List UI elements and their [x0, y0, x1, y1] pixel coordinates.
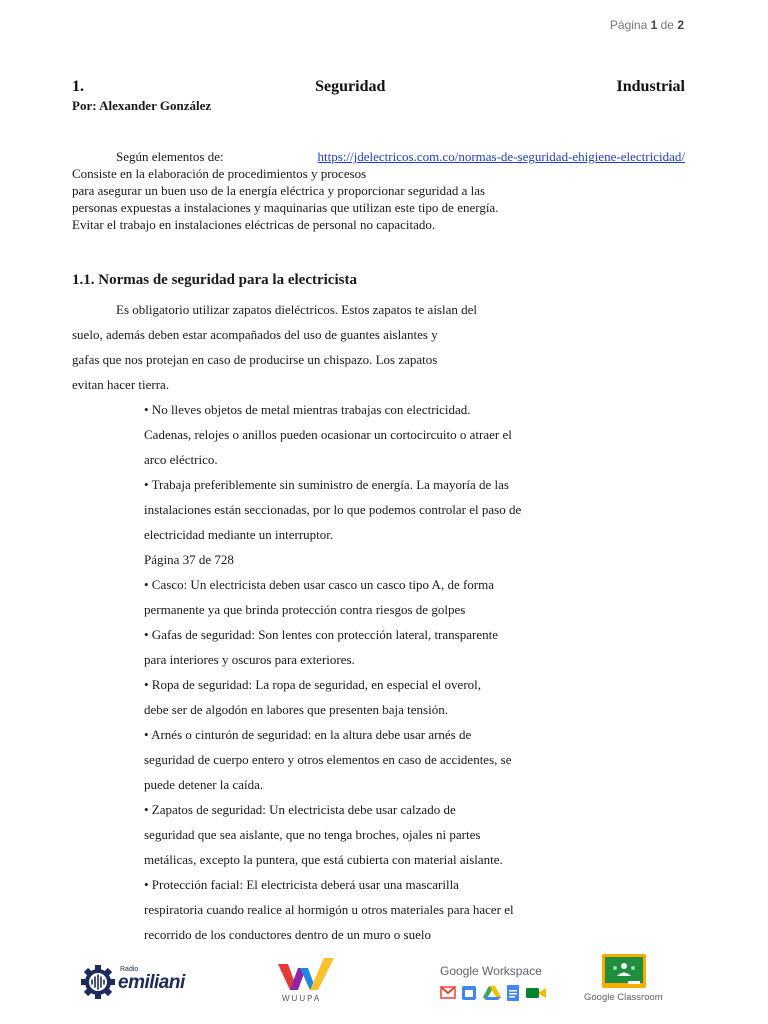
bullet-line: arco eléctrico. [144, 452, 218, 467]
page-indicator-middle: de [657, 18, 678, 32]
wuupa-logo [276, 956, 336, 1006]
paragraph-line: suelo, además deben estar acompañados del uso de guantes aislantes y [72, 327, 438, 342]
bullet-line: instalaciones están seccionadas, por lo que podemos controlar el paso de [144, 502, 522, 517]
radio-small-label: Radio [120, 966, 139, 973]
intro-first-line [72, 148, 685, 165]
calendar-icon [462, 986, 476, 1000]
bullet-line: • Protección facial: El electricista deberá usar una mascarilla [144, 877, 459, 892]
bullet-line: respiratoria cuando realice al hormigón u otros materiales para hacer el [144, 902, 514, 917]
document-title [72, 78, 685, 96]
google-workspace-logo [440, 964, 552, 1004]
bullet-line: metálicas, excepto la puntera, que está cubierta con material aislante. [144, 852, 503, 867]
section-paragraph [72, 297, 692, 397]
bullet-line: recorrido de los conductores dentro de un muro o suelo [144, 927, 432, 942]
intro-block [72, 148, 692, 233]
docs-icon [507, 985, 519, 1001]
radio-emiliani-logo [80, 964, 190, 1000]
wuupa-w-icon [276, 956, 336, 994]
footer-logos [0, 950, 768, 1010]
bullet-list [144, 397, 594, 947]
intro-line: Consiste en la elaboración de procedimientos y procesos [72, 166, 367, 181]
page-total: 2 [677, 18, 684, 32]
bullet-line: • Ropa de seguridad: La ropa de seguridad, en especial el overol, [144, 677, 482, 692]
google-workspace-label: Google Workspace [440, 964, 542, 978]
bullet-line: • Trabaja preferiblemente sin suministro de energía. La mayoría de las [144, 477, 509, 492]
paragraph-line: evitan hacer tierra. [72, 377, 170, 392]
page-current: 1 [650, 18, 658, 32]
intro-line: para asegurar un buen uso de la energía eléctrica y proporcionar seguridad a las [72, 183, 486, 198]
bullet-line: • Zapatos de seguridad: Un electricista debe usar calzado de [144, 802, 456, 817]
bullet-line: seguridad de cuerpo entero y otros elementos en caso de accidentes, se [144, 752, 512, 767]
bullet-line: Página 37 de 728 [144, 552, 234, 567]
page-indicator-prefix: Página [609, 18, 651, 32]
section-heading: 1.1. Normas de seguridad para la electricista [72, 272, 357, 288]
bullet-line: electricidad mediante un interruptor. [144, 527, 334, 542]
google-classroom-label: Google Classroom [584, 992, 663, 1003]
bullet-line: • Casco: Un electricista deben usar casco un casco tipo A, de forma [144, 577, 495, 592]
wuupa-label: WUUPA [282, 994, 322, 1003]
drive-icon [483, 986, 501, 1000]
bullet-line: debe ser de algodón en labores que presenten baja tensión. [144, 702, 448, 717]
bullet-line: para interiores y oscuros para exteriores. [144, 652, 355, 667]
workspace-apps-icons [440, 984, 550, 1002]
author-byline: Por: Alexander González [72, 98, 212, 113]
bullet-line: • Gafas de seguridad: Son lentes con protección lateral, transparente [144, 627, 498, 642]
bullet-line: Cadenas, relojes o anillos pueden ocasionar un cortocircuito o atraer el [144, 427, 512, 442]
bullet-line: permanente ya que brinda protección contra riesgos de golpes [144, 602, 466, 617]
page-indicator [610, 18, 684, 32]
intro-line: Evitar el trabajo en instalaciones eléctricas de personal no capacitado. [72, 217, 436, 232]
meet-icon [526, 988, 546, 998]
source-link[interactable]: https://jdelectricos.com.co/normas-de-seguridad-ehigiene-electricidad/ [317, 149, 685, 164]
title-word-seguridad: Seguridad [315, 78, 386, 95]
bullet-line: • No lleves objetos de metal mientras trabajas con electricidad. [144, 402, 471, 417]
title-number: 1. [72, 78, 84, 95]
gear-icon [80, 964, 116, 1000]
google-classroom-logo [584, 954, 674, 1006]
bullet-line: seguridad que sea aislante, que no tenga broches, ojales ni partes [144, 827, 481, 842]
paragraph-line: gafas que nos protejan en caso de producirse un chispazo. Los zapatos [72, 352, 438, 367]
bullet-line: • Arnés o cinturón de seguridad: en la altura debe usar arnés de [144, 727, 472, 742]
title-word-industrial: Industrial [616, 78, 685, 95]
bullet-line: puede detener la caída. [144, 777, 264, 792]
paragraph-line: Es obligatorio utilizar zapatos dieléctricos. Estos zapatos te aíslan del [116, 302, 477, 317]
classroom-board-icon [602, 954, 646, 988]
gmail-icon [441, 987, 455, 998]
intro-lead: Según elementos de: [116, 149, 224, 164]
intro-line: personas expuestas a instalaciones y maquinarias que utilizan este tipo de energía. [72, 200, 499, 215]
radio-name-label: emiliani [118, 972, 185, 993]
